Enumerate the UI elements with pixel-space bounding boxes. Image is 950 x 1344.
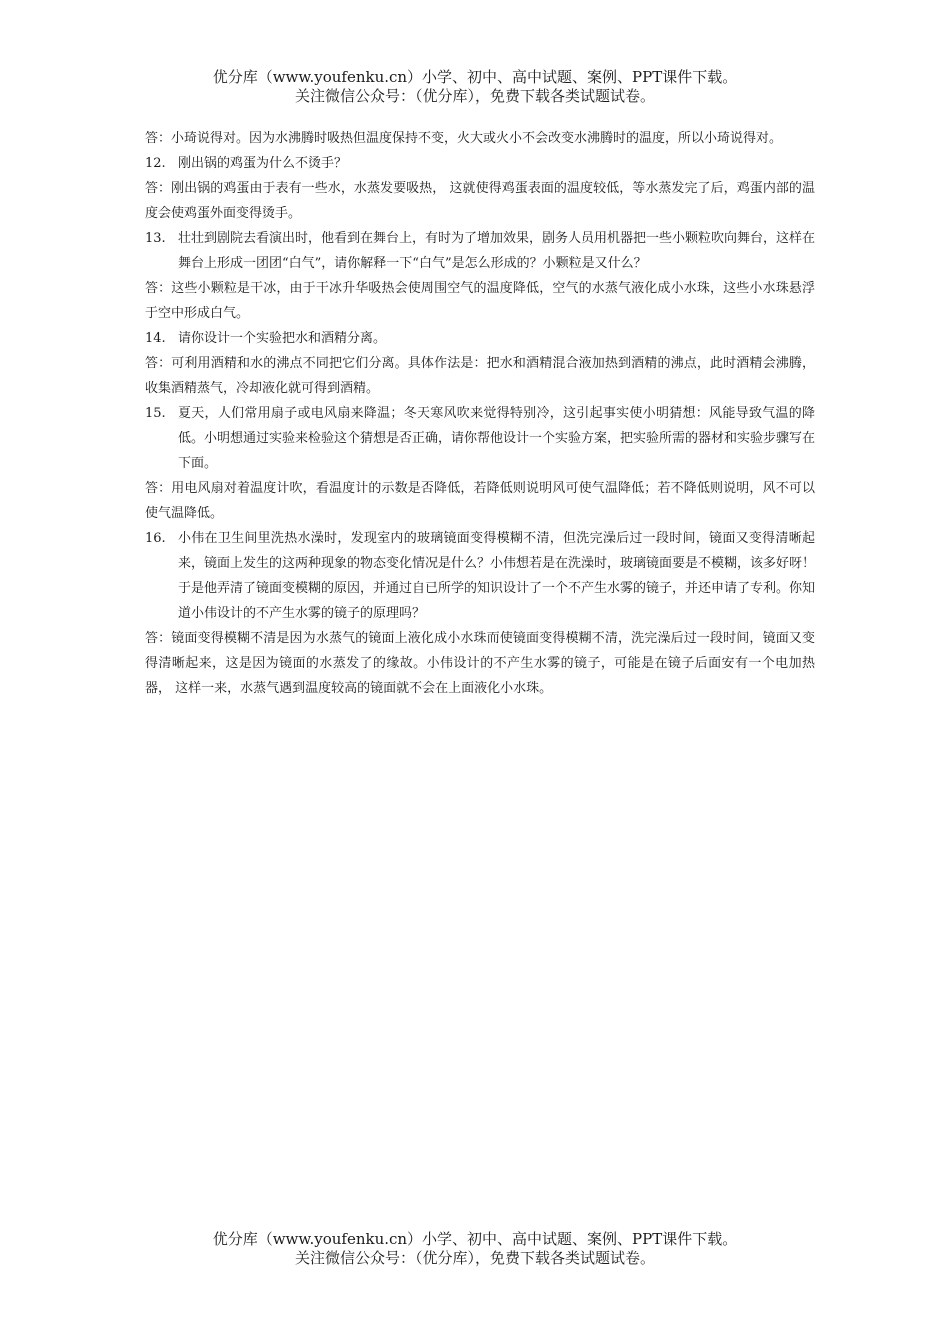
- question-text: 壮壮到剧院去看演出时，他看到在舞台上，有时为了增加效果，剧务人员用机器把一些小颗粒吹向舞台，这样在舞台上形成一团团“白气”，请你解释一下“白气”是怎么形成的？小颗粒是又什么？: [178, 231, 816, 271]
- question-14: [145, 326, 815, 351]
- answer-15: 答：用电风扇对着温度计吹，看温度计的示数是否降低，若降低则说明风可使气温降低；若不降低则说明，风不可以使气温降低。: [145, 481, 815, 521]
- question-number: 13.: [145, 231, 166, 246]
- question-text: 刚出锅的鸡蛋为什么不烫手？: [178, 156, 348, 171]
- answer-13: 答：这些小颗粒是干冰，由于干冰升华吸热会使周围空气的温度降低，空气的水蒸气液化成小水珠，这些小水珠悬浮于空中形成白气。: [145, 281, 815, 321]
- answer-14: 答：可利用酒精和水的沸点不同把它们分离。具体作法是：把水和酒精混合液加热到酒精的沸点，此时酒精会沸腾，收集酒精蒸气，冷却液化就可得到酒精。: [145, 356, 815, 396]
- answer-11: 答：小琦说得对。因为水沸腾时吸热但温度保持不变，火大或火小不会改变水沸腾时的温度，所以小琦说得对。: [145, 131, 783, 146]
- question-text: 请你设计一个实验把水和酒精分离。: [178, 331, 387, 346]
- question-number: 14.: [145, 331, 166, 346]
- question-number: 12.: [145, 156, 166, 171]
- footer-line-2: 关注微信公众号：（优分库），免费下载各类试题试卷。: [294, 1249, 655, 1267]
- question-number: 15.: [145, 406, 166, 421]
- document-body: [145, 126, 815, 701]
- footer-line-1: 优分库（www.youfenku.cn）小学、初中、高中试题、案例、PPT课件下载。: [212, 1230, 738, 1248]
- question-15: [145, 401, 815, 476]
- question-12: [145, 151, 815, 176]
- page-footer: [0, 1230, 950, 1268]
- question-number: 16.: [145, 531, 166, 546]
- page-header: [0, 68, 950, 106]
- header-line-1: 优分库（www.youfenku.cn）小学、初中、高中试题、案例、PPT课件下载。: [212, 68, 738, 86]
- answer-12: 答：刚出锅的鸡蛋由于表有一些水，水蒸发要吸热， 这就使得鸡蛋表面的温度较低，等水蒸发完了后，鸡蛋内部的温度会使鸡蛋外面变得烫手。: [145, 181, 815, 221]
- question-16: [145, 526, 815, 626]
- header-line-2: 关注微信公众号：（优分库），免费下载各类试题试卷。: [294, 87, 655, 105]
- question-13: [145, 226, 815, 276]
- question-text: 夏天，人们常用扇子或电风扇来降温；冬天寒风吹来觉得特别冷，这引起事实使小明猜想：风能导致气温的降低。小明想通过实验来检验这个猜想是否正确，请你帮他设计一个实验方案，把实验所需的器材和实验步骤写在下面。: [178, 406, 816, 471]
- answer-16: 答：镜面变得模糊不清是因为水蒸气的镜面上液化成小水珠而使镜面变得模糊不清，洗完澡后过一段时间，镜面又变得清晰起来，这是因为镜面的水蒸发了的缘故。小伟设计的不产生水雾的镜子，可能是在镜子后面安有一个电加热器， 这样一来，水蒸气遇到温度较高的镜面就不会在上面液化小水珠。: [145, 631, 815, 696]
- question-text: 小伟在卫生间里洗热水澡时，发现室内的玻璃镜面变得模糊不清，但洗完澡后过一段时间，镜面又变得清晰起来，镜面上发生的这两种现象的物态变化情况是什么？小伟想若是在洗澡时，玻璃镜面要是不模糊，该多好呀！于是他弄清了镜面变模糊的原因，并通过自已所学的知识设计了一个不产生水雾的镜子，并还申请了专利。你知道小伟设计的不产生水雾的镜子的原理吗？: [178, 531, 816, 621]
